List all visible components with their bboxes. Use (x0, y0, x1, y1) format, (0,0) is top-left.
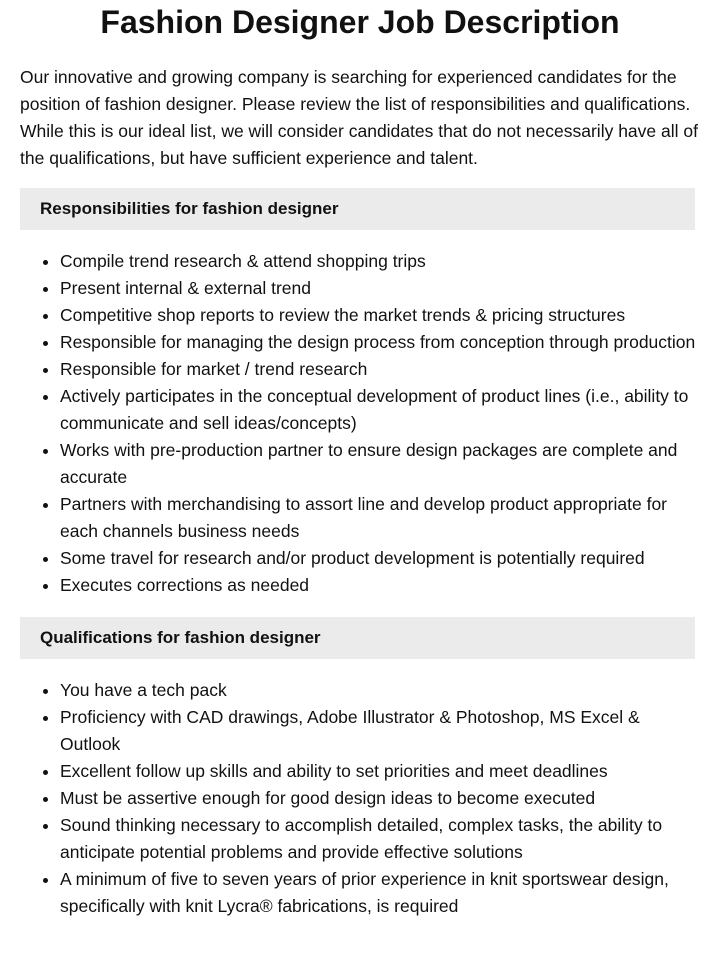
list-item: • Proficiency with CAD drawings, Adobe Illustrator & Photoshop, MS Excel & Outlook (60, 704, 700, 758)
list-item: • Compile trend research & attend shopping trips (60, 248, 700, 275)
list-item: • Excellent follow up skills and ability to set priorities and meet deadlines (60, 758, 700, 785)
qualifications-heading: Qualifications for fashion designer (20, 617, 695, 659)
responsibilities-heading: Responsibilities for fashion designer (20, 188, 695, 230)
list-item: • You have a tech pack (60, 677, 700, 704)
list-item: • Sound thinking necessary to accomplish detailed, complex tasks, the ability to anticipate potential problems and provide effective solutions (60, 812, 700, 866)
intro-paragraph: Our innovative and growing company is searching for experienced candidates for the position of fashion designer. Please review the list of responsibilities and qualifications. While this is our ideal list, we will consider candidates that do not necessarily have all of the qualifications, but have sufficient experience and talent. (20, 67, 698, 168)
list-item: • Competitive shop reports to review the market trends & pricing structures (60, 302, 700, 329)
list-item: • Actively participates in the conceptual development of product lines (i.e., ability to communicate and sell ideas/concepts) (60, 383, 700, 437)
list-item: • Must be assertive enough for good design ideas to become executed (60, 785, 700, 812)
list-item: • Executes corrections as needed (60, 572, 700, 599)
list-item: • Partners with merchandising to assort line and develop product appropriate for each channels business needs (60, 491, 700, 545)
page-title: Fashion Designer Job Description (100, 4, 620, 40)
list-item: • Present internal & external trend (60, 275, 700, 302)
list-item: • Responsible for market / trend research (60, 356, 700, 383)
list-item: • Works with pre-production partner to ensure design packages are complete and accurate (60, 437, 700, 491)
qualifications-list (20, 677, 700, 920)
responsibilities-list (20, 248, 700, 599)
list-item: • A minimum of five to seven years of prior experience in knit sportswear design, specifically with knit Lycra® fabrications, is required (60, 866, 700, 920)
list-item: • Some travel for research and/or product development is potentially required (60, 545, 700, 572)
list-item: • Responsible for managing the design process from conception through production (60, 329, 700, 356)
